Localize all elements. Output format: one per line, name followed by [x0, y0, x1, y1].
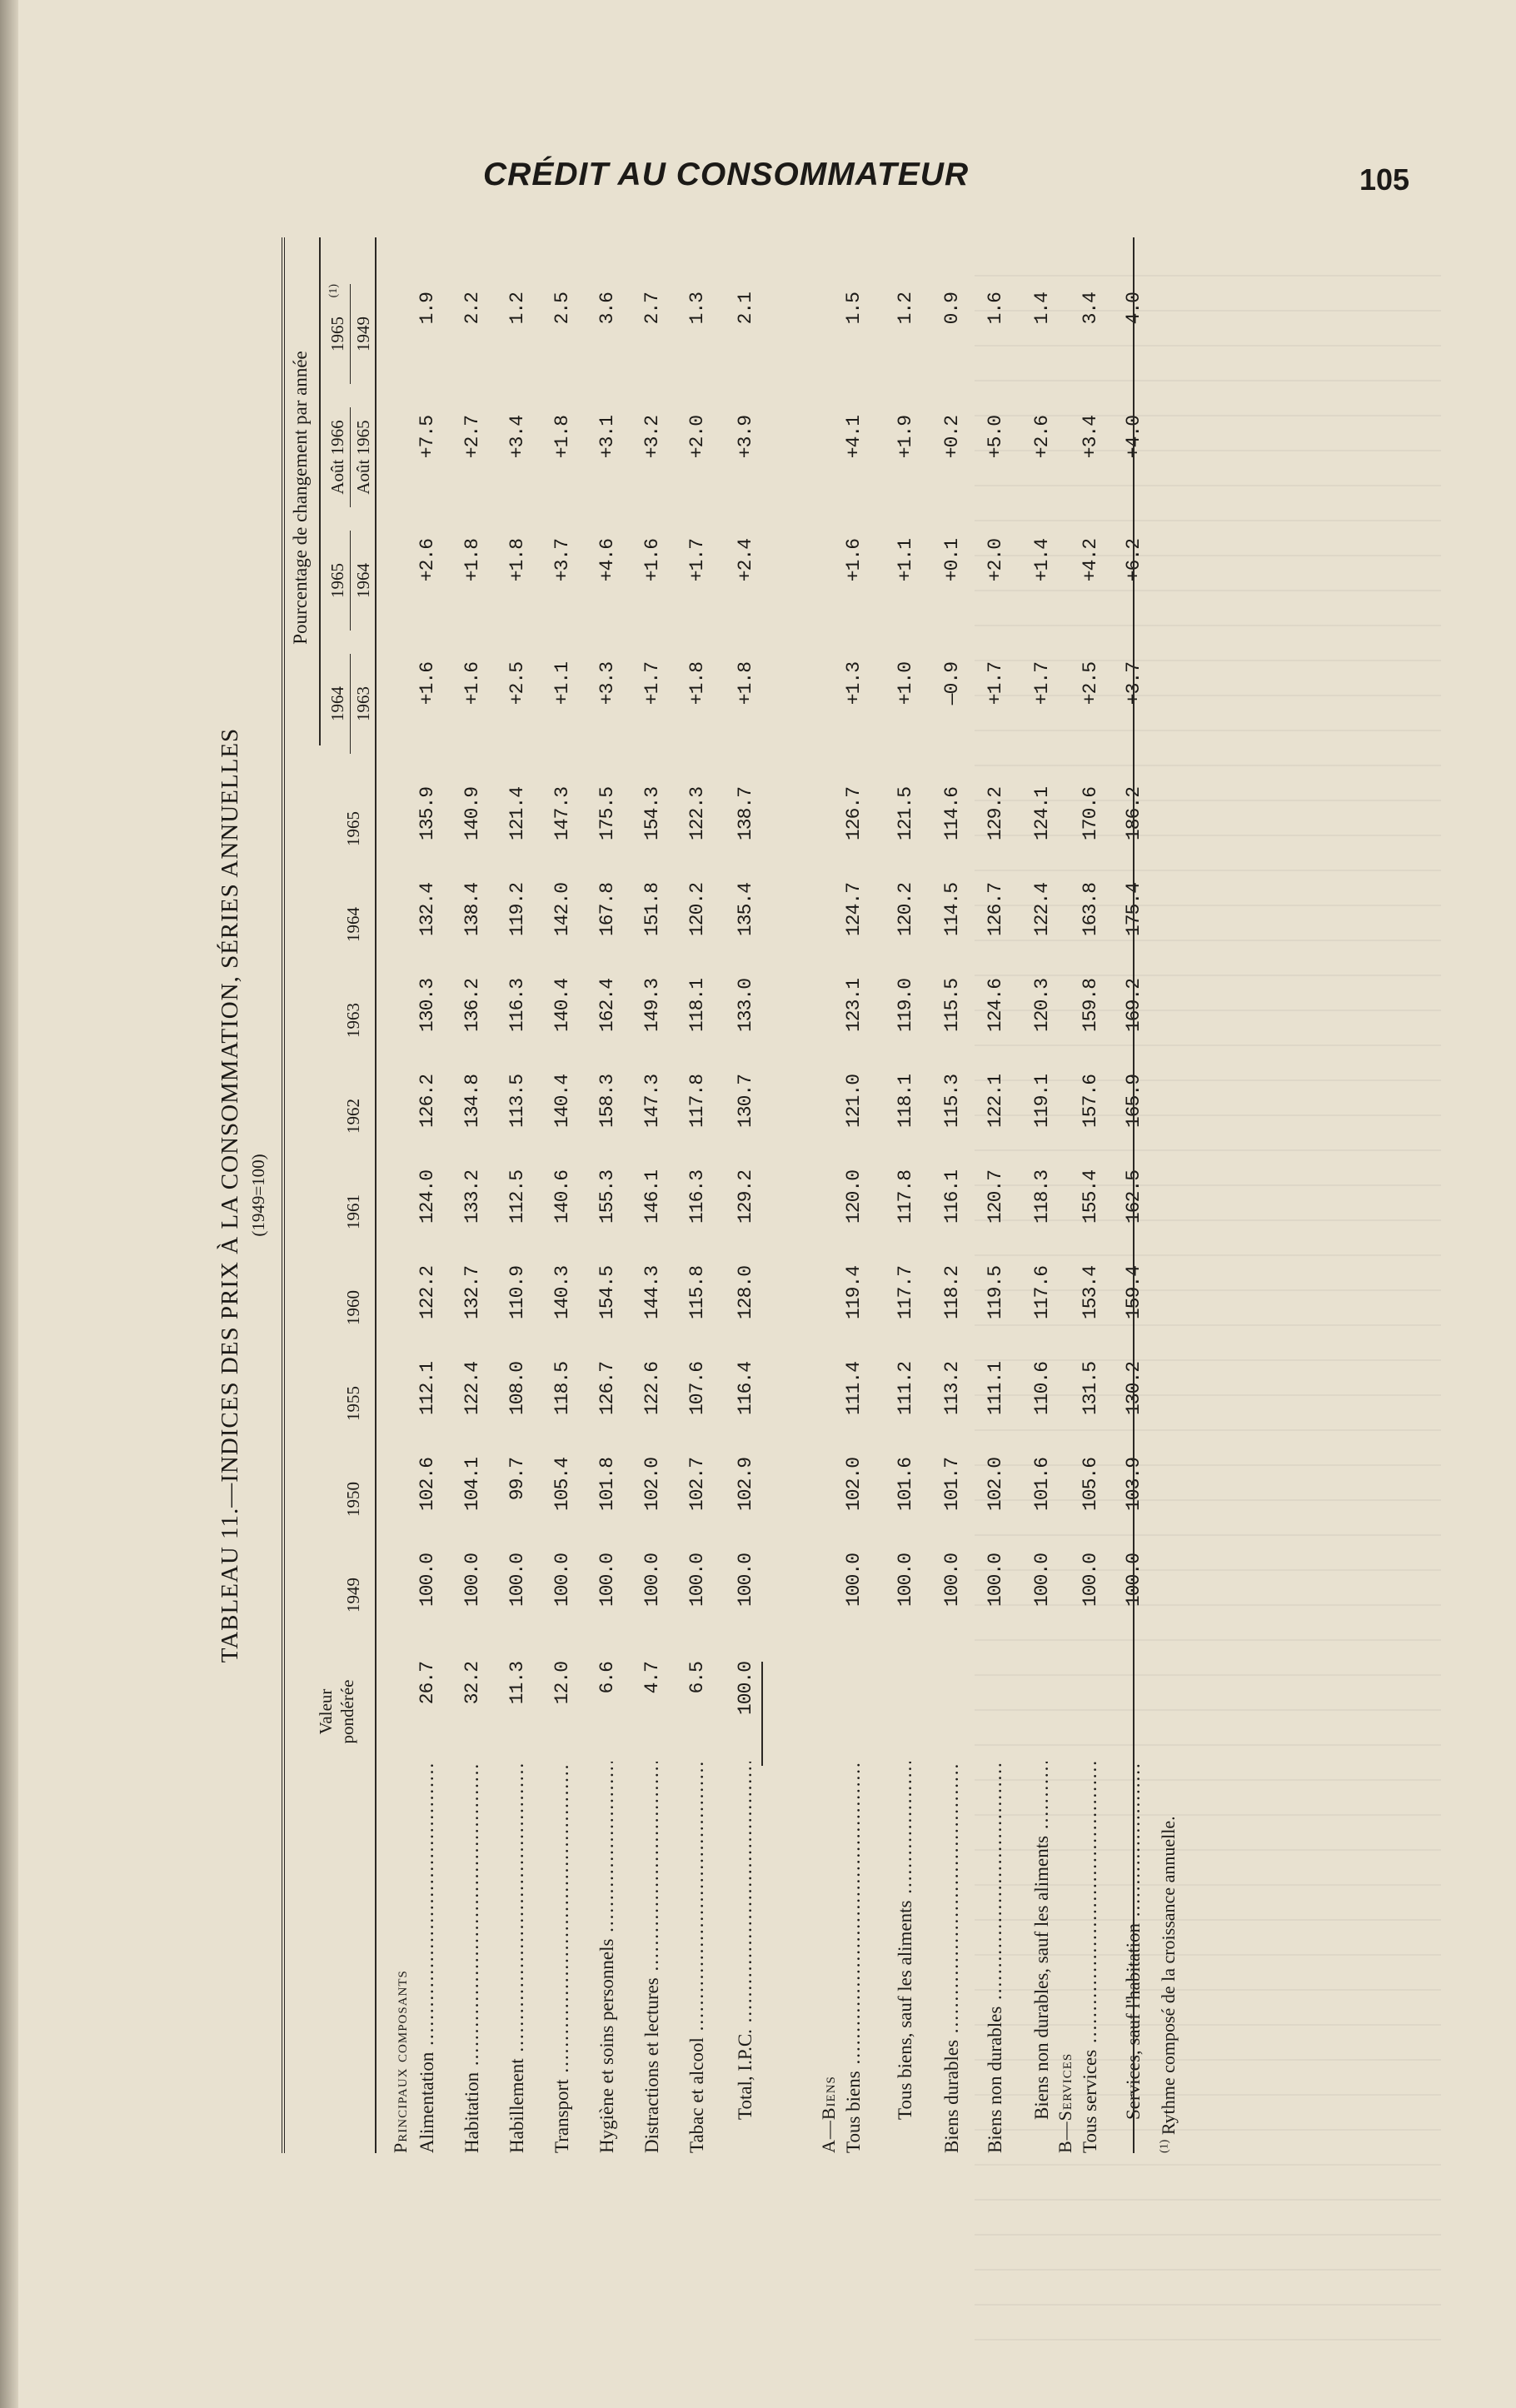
- index-cell: 112.5: [506, 1170, 528, 1224]
- table-row: [941, 237, 975, 2153]
- index-cell: 131.5: [1080, 1362, 1101, 1416]
- index-cell: 128.0: [735, 1266, 756, 1320]
- weight-cell: 11.3: [506, 1662, 528, 1705]
- index-cell: 116.3: [686, 1170, 708, 1224]
- pct-change-cell: 1.4: [1031, 292, 1053, 325]
- table-row: [551, 237, 585, 2153]
- pct-change-cell: 4.0: [1123, 292, 1144, 325]
- pct-change-cell: +1.6: [416, 662, 438, 705]
- index-cell: 121.4: [506, 787, 528, 841]
- pct-column-header: [325, 407, 376, 507]
- index-cell: 100.0: [641, 1553, 663, 1608]
- index-cell: 113.5: [506, 1074, 528, 1129]
- index-cell: 118.5: [551, 1362, 573, 1416]
- pct-column-header-sup: (1): [327, 284, 340, 298]
- row-label: Tous biens, sauf les aliments .....: [895, 1762, 916, 2153]
- index-cell: 103.9: [1123, 1458, 1144, 1512]
- total-sum-rule: [761, 1662, 763, 1766]
- pct-change-cell: +1.6: [843, 539, 865, 582]
- index-cell: 144.3: [641, 1266, 663, 1320]
- year-column-header: 1950: [343, 1482, 363, 1517]
- index-cell: 140.9: [461, 787, 483, 841]
- table-bottom-rule: [1133, 237, 1135, 2153]
- index-cell: 155.3: [596, 1170, 618, 1224]
- pct-change-cell: 1.3: [686, 292, 708, 325]
- pct-column-header: [325, 284, 376, 384]
- index-cell: 115.8: [686, 1266, 708, 1320]
- row-label: Alimentation .....: [416, 1762, 438, 2153]
- weight-header: [315, 1662, 358, 1762]
- index-cell: 118.3: [1031, 1170, 1053, 1224]
- row-label: Services, sauf l'habitation .....: [1123, 1762, 1144, 2153]
- index-cell: 100.0: [895, 1553, 916, 1608]
- index-cell: 130.2: [1123, 1362, 1144, 1416]
- index-cell: 132.4: [416, 883, 438, 937]
- index-cell: 110.9: [506, 1266, 528, 1320]
- table-subcaption: (1949=100): [248, 1154, 268, 1237]
- pct-change-cell: +1.4: [1031, 539, 1053, 582]
- index-cell: 130.7: [735, 1074, 756, 1129]
- pct-change-cell: +3.7: [551, 539, 573, 582]
- pct-change-cell: +4.2: [1080, 539, 1101, 582]
- year-column-header: 1949: [343, 1578, 363, 1613]
- index-cell: 122.1: [985, 1074, 1006, 1129]
- table-row: [506, 237, 540, 2153]
- table-row: [895, 237, 928, 2153]
- index-cell: 100.0: [1080, 1553, 1101, 1608]
- index-cell: 100.0: [735, 1553, 756, 1608]
- pct-change-cell: +4.6: [596, 539, 618, 582]
- pct-change-cell: +3.2: [641, 416, 663, 459]
- pct-change-cell: +6.2: [1123, 539, 1144, 582]
- row-label: Habitation .....: [461, 1762, 483, 2153]
- index-cell: 122.6: [641, 1362, 663, 1416]
- index-cell: 133.0: [735, 979, 756, 1033]
- pct-change-cell: +0.1: [941, 539, 963, 582]
- index-cell: 101.7: [941, 1458, 963, 1512]
- pct-change-cell: 1.9: [416, 292, 438, 325]
- index-cell: 169.2: [1123, 979, 1144, 1033]
- index-cell: 120.2: [895, 883, 916, 937]
- pct-change-cell: +1.8: [735, 662, 756, 705]
- table-row: [416, 237, 450, 2153]
- weight-cell: 32.2: [461, 1662, 483, 1705]
- index-cell: 114.5: [941, 883, 963, 937]
- index-cell: 133.2: [461, 1170, 483, 1224]
- pct-change-cell: +3.9: [735, 416, 756, 459]
- index-cell: 140.4: [551, 979, 573, 1033]
- pct-column-header-bottom: 1964: [353, 563, 373, 598]
- index-cell: 115.3: [941, 1074, 963, 1129]
- pct-change-cell: 2.5: [551, 292, 573, 325]
- pct-change-cell: 1.2: [895, 292, 916, 325]
- pct-change-cell: +5.0: [985, 416, 1006, 459]
- index-cell: 115.5: [941, 979, 963, 1033]
- index-cell: 105.4: [551, 1458, 573, 1512]
- pct-column-header-top: 1964: [325, 654, 351, 754]
- index-cell: 126.7: [985, 883, 1006, 937]
- section-biens: A—Biens: [818, 2076, 839, 2153]
- index-cell: 101.6: [895, 1458, 916, 1512]
- pct-change-cell: +1.7: [686, 539, 708, 582]
- row-label: Transport .....: [551, 1762, 573, 2153]
- page-number: 105: [1359, 162, 1410, 197]
- row-label: Biens non durables, sauf les aliments .....: [1031, 1762, 1053, 2153]
- pct-change-cell: 1.6: [985, 292, 1006, 325]
- index-cell: 124.6: [985, 979, 1006, 1033]
- index-cell: 102.6: [416, 1458, 438, 1512]
- index-cell: 111.4: [843, 1362, 865, 1416]
- section-services: B—Services: [1055, 2052, 1075, 2153]
- index-cell: 100.0: [551, 1553, 573, 1608]
- index-cell: 122.3: [686, 787, 708, 841]
- index-cell: 104.1: [461, 1458, 483, 1512]
- pct-column-header: [325, 531, 376, 631]
- index-cell: 162.5: [1123, 1170, 1144, 1224]
- index-cell: 122.4: [1031, 883, 1053, 937]
- pct-change-cell: +1.7: [641, 662, 663, 705]
- index-cell: 117.6: [1031, 1266, 1053, 1320]
- index-cell: 107.6: [686, 1362, 708, 1416]
- index-cell: 126.7: [843, 787, 865, 841]
- index-cell: 167.8: [596, 883, 618, 937]
- index-cell: 124.0: [416, 1170, 438, 1224]
- index-cell: 100.0: [843, 1553, 865, 1608]
- index-cell: 116.3: [506, 979, 528, 1033]
- footnote-text: Rythme composé de la croissance annuelle.: [1158, 1816, 1179, 2136]
- index-cell: 119.0: [895, 979, 916, 1033]
- pct-header: Pourcentage de changement par année: [290, 351, 311, 645]
- index-cell: 154.3: [641, 787, 663, 841]
- index-cell: 155.4: [1080, 1170, 1101, 1224]
- pct-column-header-bottom: Août 1965: [353, 420, 373, 495]
- pct-change-cell: +1.0: [895, 662, 916, 705]
- index-cell: 186.2: [1123, 787, 1144, 841]
- pct-header-rule: [319, 237, 321, 745]
- table-row: [461, 237, 495, 2153]
- index-cell: 158.3: [596, 1074, 618, 1129]
- index-cell: 120.0: [843, 1170, 865, 1224]
- index-cell: 135.9: [416, 787, 438, 841]
- index-cell: 159.8: [1080, 979, 1101, 1033]
- pct-change-cell: +1.1: [895, 539, 916, 582]
- index-cell: 102.7: [686, 1458, 708, 1512]
- table-row: [1123, 237, 1156, 2153]
- row-label: Habillement .....: [506, 1762, 528, 2153]
- index-cell: 134.8: [461, 1074, 483, 1129]
- pct-column-header-top: 1965: [325, 531, 351, 631]
- index-cell: 119.2: [506, 883, 528, 937]
- index-cell: 119.1: [1031, 1074, 1053, 1129]
- index-cell: 100.0: [1031, 1553, 1053, 1608]
- footnote-mark: (1): [1158, 2139, 1171, 2153]
- index-cell: 129.2: [735, 1170, 756, 1224]
- pct-change-cell: 1.5: [843, 292, 865, 325]
- index-cell: 118.2: [941, 1266, 963, 1320]
- pct-change-cell: +4.0: [1123, 416, 1144, 459]
- pct-column-header-bottom: 1949: [353, 317, 373, 351]
- pct-change-cell: +1.7: [1031, 662, 1053, 705]
- weight-cell: 12.0: [551, 1662, 573, 1705]
- table-row: [843, 237, 876, 2153]
- pct-change-cell: —0.9: [941, 662, 963, 705]
- index-cell: 110.6: [1031, 1362, 1053, 1416]
- index-cell: 122.4: [461, 1362, 483, 1416]
- row-label: Biens durables .....: [941, 1762, 963, 2153]
- index-cell: 116.4: [735, 1362, 756, 1416]
- pct-column-header-top: Août 1966: [325, 407, 351, 507]
- index-cell: 130.3: [416, 979, 438, 1033]
- row-label: Tous biens .....: [843, 1762, 865, 2153]
- index-cell: 147.3: [641, 1074, 663, 1129]
- index-cell: 138.4: [461, 883, 483, 937]
- index-cell: 121.5: [895, 787, 916, 841]
- pct-change-cell: +1.8: [551, 416, 573, 459]
- index-cell: 118.1: [895, 1074, 916, 1129]
- pct-change-cell: 0.9: [941, 292, 963, 325]
- index-cell: 100.0: [506, 1553, 528, 1608]
- pct-change-cell: +3.1: [596, 416, 618, 459]
- row-label: Total, I.P.C. .....: [735, 1762, 756, 2153]
- table-row: [1080, 237, 1113, 2153]
- pct-change-cell: +2.6: [416, 539, 438, 582]
- index-cell: 105.6: [1080, 1458, 1101, 1512]
- pct-change-cell: +7.5: [416, 416, 438, 459]
- index-cell: 102.0: [641, 1458, 663, 1512]
- weight-cell: 4.7: [641, 1662, 663, 1694]
- index-cell: 121.0: [843, 1074, 865, 1129]
- index-cell: 136.2: [461, 979, 483, 1033]
- table-caption: TABLEAU 11.—INDICES DES PRIX À LA CONSOMMATION, SÉRIES ANNUELLES: [217, 727, 243, 1663]
- index-cell: 162.4: [596, 979, 618, 1033]
- pct-change-cell: +2.0: [985, 539, 1006, 582]
- table-row: [985, 237, 1018, 2153]
- pct-change-cell: +1.8: [506, 539, 528, 582]
- year-column-header: 1960: [343, 1290, 363, 1325]
- pct-change-cell: 1.2: [506, 292, 528, 325]
- table-row: [1031, 237, 1065, 2153]
- weight-cell: 6.5: [686, 1662, 708, 1694]
- weight-cell: 26.7: [416, 1662, 438, 1705]
- pct-change-cell: +3.3: [596, 662, 618, 705]
- index-cell: 119.5: [985, 1266, 1006, 1320]
- table-row: [686, 237, 720, 2153]
- footnote: [1158, 1816, 1179, 2153]
- table-row: [596, 237, 630, 2153]
- weight-header-line1: Valeur: [316, 1688, 336, 1735]
- index-cell: 117.8: [686, 1074, 708, 1129]
- year-column-header: 1963: [343, 1003, 363, 1038]
- index-cell: 120.2: [686, 883, 708, 937]
- section-principal: Principaux composants: [390, 1970, 411, 2153]
- index-cell: 101.8: [596, 1458, 618, 1512]
- index-cell: 117.8: [895, 1170, 916, 1224]
- index-cell: 100.0: [416, 1553, 438, 1608]
- index-cell: 175.5: [596, 787, 618, 841]
- index-cell: 100.0: [461, 1553, 483, 1608]
- index-cell: 140.6: [551, 1170, 573, 1224]
- pct-change-cell: +2.5: [506, 662, 528, 705]
- pct-change-cell: 2.1: [735, 292, 756, 325]
- year-column-header: 1961: [343, 1194, 363, 1229]
- index-cell: 102.0: [843, 1458, 865, 1512]
- index-cell: 124.1: [1031, 787, 1053, 841]
- index-cell: 119.4: [843, 1266, 865, 1320]
- pct-change-cell: +1.6: [641, 539, 663, 582]
- pct-change-cell: +2.7: [461, 416, 483, 459]
- index-cell: 163.8: [1080, 883, 1101, 937]
- table-row: [735, 237, 768, 2153]
- year-column-header: 1962: [343, 1099, 363, 1134]
- index-cell: 108.0: [506, 1362, 528, 1416]
- index-cell: 100.0: [941, 1553, 963, 1608]
- index-cell: 102.0: [985, 1458, 1006, 1512]
- pct-change-cell: +1.1: [551, 662, 573, 705]
- pct-change-cell: +2.6: [1031, 416, 1053, 459]
- index-cell: 151.8: [641, 883, 663, 937]
- index-cell: 154.5: [596, 1266, 618, 1320]
- row-label: Distractions et lectures .....: [641, 1762, 663, 2153]
- pct-change-cell: 3.6: [596, 292, 618, 325]
- header-bottom-rule: [375, 237, 377, 2153]
- index-cell: 113.2: [941, 1362, 963, 1416]
- top-rule: [282, 237, 285, 2153]
- pct-change-cell: +1.8: [686, 662, 708, 705]
- index-cell: 132.7: [461, 1266, 483, 1320]
- pct-change-cell: +1.3: [843, 662, 865, 705]
- index-cell: 116.1: [941, 1170, 963, 1224]
- index-cell: 122.2: [416, 1266, 438, 1320]
- pct-change-cell: +1.8: [461, 539, 483, 582]
- index-cell: 111.2: [895, 1362, 916, 1416]
- pct-change-cell: +0.2: [941, 416, 963, 459]
- pct-change-cell: 3.4: [1080, 292, 1101, 325]
- book-binding-shadow: [0, 0, 18, 2408]
- pct-change-cell: +2.4: [735, 539, 756, 582]
- index-cell: 126.7: [596, 1362, 618, 1416]
- index-cell: 111.1: [985, 1362, 1006, 1416]
- index-cell: 112.1: [416, 1362, 438, 1416]
- index-cell: 100.0: [985, 1553, 1006, 1608]
- pct-change-cell: +3.7: [1123, 662, 1144, 705]
- pct-change-cell: +3.4: [1080, 416, 1101, 459]
- row-label: Biens non durables .....: [985, 1762, 1006, 2153]
- year-column-header: 1964: [343, 907, 363, 942]
- index-cell: 124.7: [843, 883, 865, 937]
- pct-change-cell: +1.6: [461, 662, 483, 705]
- index-cell: 157.6: [1080, 1074, 1101, 1129]
- weight-header-line2: pondérée: [337, 1679, 357, 1744]
- row-label: Hygiène et soins personnels .....: [596, 1762, 618, 2153]
- index-cell: 123.1: [843, 979, 865, 1033]
- index-cell: 100.0: [596, 1553, 618, 1608]
- pct-change-cell: +2.5: [1080, 662, 1101, 705]
- pct-change-cell: 2.7: [641, 292, 663, 325]
- index-cell: 100.0: [1123, 1553, 1144, 1608]
- index-cell: 114.6: [941, 787, 963, 841]
- index-cell: 149.3: [641, 979, 663, 1033]
- index-cell: 117.7: [895, 1266, 916, 1320]
- index-cell: 140.3: [551, 1266, 573, 1320]
- rotated-table: [208, 237, 1249, 2153]
- index-cell: 146.1: [641, 1170, 663, 1224]
- year-column-header: 1955: [343, 1386, 363, 1421]
- pct-change-cell: 2.2: [461, 292, 483, 325]
- index-cell: 120.3: [1031, 979, 1053, 1033]
- index-cell: 135.4: [735, 883, 756, 937]
- running-head: CRÉDIT AU CONSOMMATEUR: [483, 157, 970, 192]
- index-cell: 138.7: [735, 787, 756, 841]
- index-cell: 170.6: [1080, 787, 1101, 841]
- index-cell: 100.0: [686, 1553, 708, 1608]
- pct-change-cell: +3.4: [506, 416, 528, 459]
- weight-cell: 100.0: [735, 1662, 756, 1716]
- row-label: Tous services .....: [1080, 1762, 1101, 2153]
- index-cell: 140.4: [551, 1074, 573, 1129]
- index-cell: 102.9: [735, 1458, 756, 1512]
- index-cell: 147.3: [551, 787, 573, 841]
- year-column-header: 1965: [343, 811, 363, 846]
- row-label: Tabac et alcool .....: [686, 1762, 708, 2153]
- index-cell: 165.9: [1123, 1074, 1144, 1129]
- index-cell: 99.7: [506, 1458, 528, 1501]
- pct-change-cell: +1.9: [895, 416, 916, 459]
- index-cell: 118.1: [686, 979, 708, 1033]
- index-cell: 142.0: [551, 883, 573, 937]
- weight-cell: 6.6: [596, 1662, 618, 1694]
- pct-change-cell: +2.0: [686, 416, 708, 459]
- index-cell: 101.6: [1031, 1458, 1053, 1512]
- pct-change-cell: +1.7: [985, 662, 1006, 705]
- pct-column-header: [325, 654, 376, 754]
- index-cell: 153.4: [1080, 1266, 1101, 1320]
- pct-column-header-bottom: 1963: [353, 686, 373, 721]
- index-cell: 129.2: [985, 787, 1006, 841]
- pct-change-cell: +4.1: [843, 416, 865, 459]
- index-cell: 126.2: [416, 1074, 438, 1129]
- index-cell: 120.7: [985, 1170, 1006, 1224]
- table-row: [641, 237, 675, 2153]
- index-cell: 159.4: [1123, 1266, 1144, 1320]
- index-cell: 175.4: [1123, 883, 1144, 937]
- pct-column-header-top: 1965: [325, 284, 351, 384]
